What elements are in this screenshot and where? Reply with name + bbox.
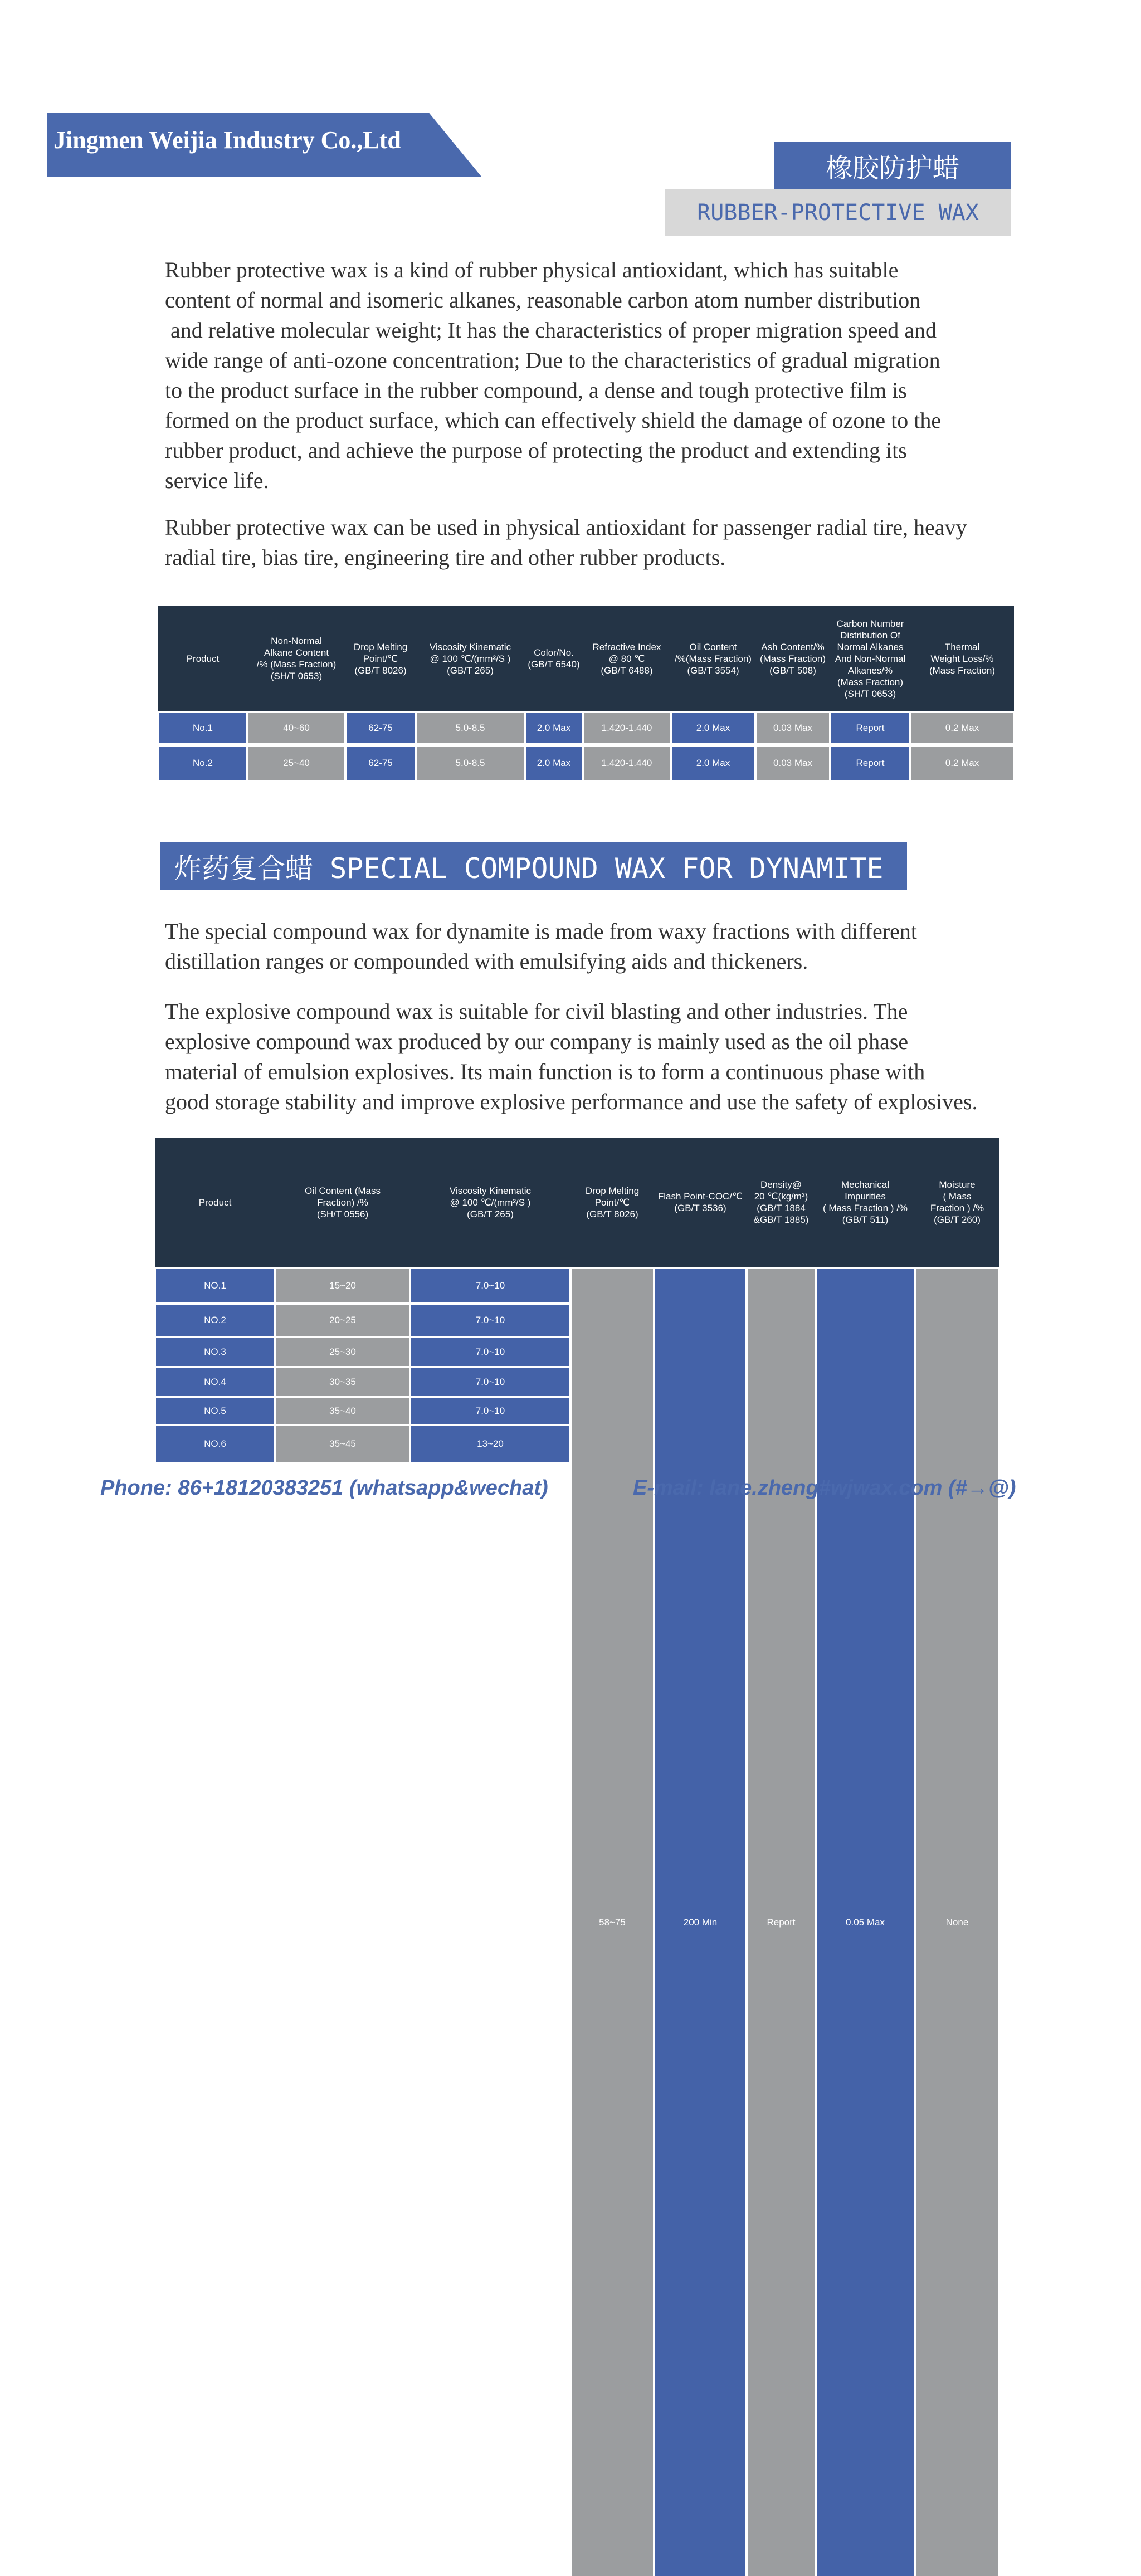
table-cell: 0.2 Max bbox=[911, 747, 1013, 780]
table-cell: 1.420-1.440 bbox=[584, 713, 670, 743]
section-title-dynamite: 炸药复合蜡 SPECIAL COMPOUND WAX FOR DYNAMITE bbox=[160, 842, 907, 890]
header-cell: Oil Content (Mass Fraction) /% (SH/T 0556) bbox=[304, 1185, 381, 1219]
merged-cell: 0.05 Max bbox=[817, 1269, 914, 2576]
table-cell: 35~40 bbox=[276, 1398, 409, 1424]
text-line: content of normal and isomeric alkanes, reasonable carbon atom number distribution bbox=[165, 287, 921, 313]
dynamite-applications bbox=[165, 997, 1045, 1117]
text-line: Rubber protective wax can be used in physical antioxidant for passenger radial tire, heavy bbox=[165, 515, 967, 540]
header-cell: Density@ 20 ℃(kg/m³) (GB/T 1884 &GB/T 1885) bbox=[753, 1179, 809, 1225]
table-cell: Report bbox=[831, 713, 909, 743]
header-cell: Flash Point-COC/℃ (GB/T 3536) bbox=[657, 1191, 743, 1213]
table-cell: 7.0~10 bbox=[411, 1338, 569, 1366]
text-line: Rubber protective wax is a kind of rubber physical antioxidant, which has suitable bbox=[165, 257, 899, 282]
header-cell: Product bbox=[198, 1197, 232, 1208]
table-cell: NO.4 bbox=[156, 1368, 274, 1396]
text-line: and relative molecular weight; It has the characteristics of proper migration speed and bbox=[165, 318, 937, 343]
merged-cell: 200 Min bbox=[655, 1269, 745, 2576]
table-cell: No.2 bbox=[159, 747, 246, 780]
header-cell: Drop Melting Point/℃ (GB/T 8026) bbox=[585, 1185, 640, 1219]
table-cell: 0.2 Max bbox=[911, 713, 1013, 743]
table-cell: No.1 bbox=[159, 713, 246, 743]
text-line: distillation ranges or compounded with emulsifying aids and thickeners. bbox=[165, 949, 808, 974]
table-cell: 2.0 Max bbox=[526, 747, 582, 780]
text-line: The explosive compound wax is suitable for civil blasting and other industries. The bbox=[165, 999, 908, 1024]
text-line: explosive compound wax produced by our company is mainly used as the oil phase bbox=[165, 1029, 909, 1054]
table-cell: 5.0-8.5 bbox=[417, 747, 524, 780]
table-cell: NO.1 bbox=[156, 1269, 274, 1302]
text-line: radial tire, bias tire, engineering tire and other rubber products. bbox=[165, 545, 726, 570]
table-cell: 5.0-8.5 bbox=[417, 713, 524, 743]
table-cell: 13~20 bbox=[411, 1426, 569, 1462]
text-line: material of emulsion explosives. Its main function is to form a continuous phase with bbox=[165, 1059, 925, 1084]
text-line: wide range of anti-ozone concentration; Due to the characteristics of gradual migration bbox=[165, 348, 940, 373]
table-cell: Report bbox=[831, 747, 909, 780]
header-cell: Non-Normal Alkane Content /% (Mass Fraction) (SH/T 0653) bbox=[256, 636, 337, 681]
text-line: formed on the product surface, which can effectively shield the damage of ozone to the bbox=[165, 408, 942, 433]
text-line: The special compound wax for dynamite is made from waxy fractions with different bbox=[165, 919, 917, 944]
header-cell: Viscosity Kinematic @ 100 ℃/(mm²/S ) (GB/T 265) bbox=[429, 641, 511, 676]
header-cell: Carbon Number Distribution Of Normal Alkanes And Non-Normal Alkanes/% (Mass Fraction) (SH/T 0653) bbox=[835, 618, 906, 699]
text-line: good storage stability and improve explosive performance and use the safety of explosives. bbox=[165, 1089, 978, 1114]
table-cell: 25~30 bbox=[276, 1338, 409, 1366]
table-cell: 30~35 bbox=[276, 1368, 409, 1396]
table-cell: 1.420-1.440 bbox=[584, 747, 670, 780]
product-title-en: RUBBER-PROTECTIVE WAX bbox=[665, 189, 1011, 236]
company-name: Jingmen Weijia Industry Co.,Ltd bbox=[53, 126, 401, 154]
table-cell: 15~20 bbox=[276, 1269, 409, 1302]
table-cell: 2.0 Max bbox=[526, 713, 582, 743]
header-cell: Ash Content/% (Mass Fraction) (GB/T 508) bbox=[759, 641, 826, 676]
table-cell: NO.2 bbox=[156, 1305, 274, 1336]
table-cell: 7.0~10 bbox=[411, 1305, 569, 1336]
dynamite-description bbox=[165, 916, 1045, 977]
table-cell: 2.0 Max bbox=[672, 747, 754, 780]
product-title-cn: 橡胶防护蜡 bbox=[774, 142, 1011, 189]
merged-cell: None bbox=[916, 1269, 998, 2576]
header-cell: Color/No. (GB/T 6540) bbox=[528, 647, 580, 670]
table-cell: 62-75 bbox=[347, 713, 415, 743]
contact-phone: Phone: 86+18120383251 (whatsapp&wechat) bbox=[100, 1476, 548, 1500]
table-cell: 62-75 bbox=[347, 747, 415, 780]
merged-cell: 58~75 bbox=[572, 1269, 653, 2576]
header-cell: Drop Melting Point/℃ (GB/T 8026) bbox=[353, 641, 408, 676]
table-cell: 7.0~10 bbox=[411, 1368, 569, 1396]
table-cell: NO.6 bbox=[156, 1426, 274, 1462]
table-cell: 2.0 Max bbox=[672, 713, 754, 743]
table-cell: 25~40 bbox=[248, 747, 344, 780]
table-cell: 40~60 bbox=[248, 713, 344, 743]
header-cell: Refractive Index @ 80 ℃ (GB/T 6488) bbox=[592, 641, 661, 676]
rubber-applications bbox=[165, 513, 1045, 573]
table-cell: 35~45 bbox=[276, 1426, 409, 1462]
header-cell: Moisture ( Mass Fraction ) /% (GB/T 260) bbox=[930, 1179, 984, 1225]
table-cell: 0.03 Max bbox=[757, 747, 829, 780]
text-line: to the product surface in the rubber compound, a dense and tough protective film is bbox=[165, 378, 907, 403]
header-cell: Oil Content /%(Mass Fraction) (GB/T 3554) bbox=[675, 641, 752, 676]
merged-cell: Report bbox=[748, 1269, 815, 2576]
text-line: rubber product, and achieve the purpose of protecting the product and extending its bbox=[165, 438, 907, 463]
text-line: service life. bbox=[165, 468, 269, 493]
table-cell: 0.03 Max bbox=[757, 713, 829, 743]
table-cell: 7.0~10 bbox=[411, 1398, 569, 1424]
rubber-description bbox=[165, 255, 1045, 496]
table-cell: 20~25 bbox=[276, 1305, 409, 1336]
header-cell: Product bbox=[186, 653, 220, 664]
table-cell: 7.0~10 bbox=[411, 1269, 569, 1302]
header-cell: Mechanical Impurities ( Mass Fraction ) /% (GB/T 511) bbox=[822, 1179, 908, 1225]
header-cell: Thermal Weight Loss/% (Mass Fraction) bbox=[929, 641, 996, 676]
header-cell: Viscosity Kinematic @ 100 ℃/(mm²/S ) (GB/T 265) bbox=[449, 1185, 532, 1219]
contact-email: E-mail: lane.zheng#wjwax.com (#→@) bbox=[633, 1476, 1016, 1500]
table-cell: NO.5 bbox=[156, 1398, 274, 1424]
table-cell: NO.3 bbox=[156, 1338, 274, 1366]
